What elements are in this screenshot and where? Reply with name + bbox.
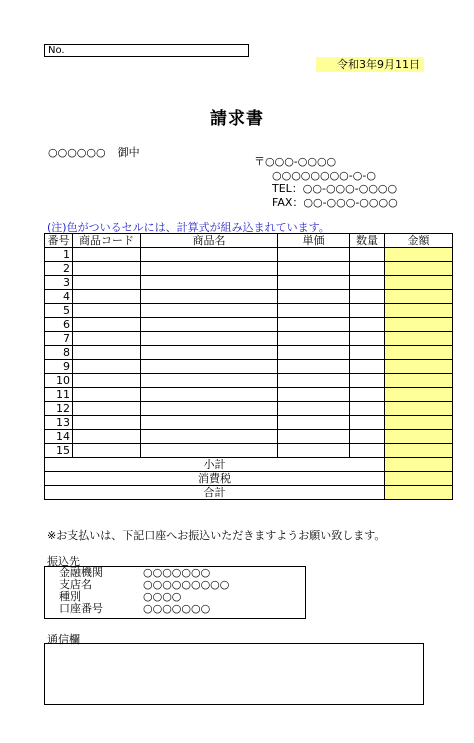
product-name-cell[interactable] xyxy=(141,248,278,262)
bank-institution-value: ○○○○○○○ xyxy=(143,566,211,579)
amount-cell[interactable] xyxy=(385,388,453,402)
product-code-cell[interactable] xyxy=(73,304,141,318)
table-row xyxy=(45,402,453,416)
header-amount: 金額 xyxy=(385,234,453,248)
product-code-cell[interactable] xyxy=(73,262,141,276)
row-number-cell: 2 xyxy=(45,262,73,276)
tax-row xyxy=(45,472,453,486)
total-row xyxy=(45,486,453,500)
table-row xyxy=(45,416,453,430)
unit-price-cell[interactable] xyxy=(278,276,350,290)
product-code-cell[interactable] xyxy=(73,402,141,416)
product-code-cell[interactable] xyxy=(73,416,141,430)
amount-cell[interactable] xyxy=(385,248,453,262)
product-name-cell[interactable] xyxy=(141,444,278,458)
invoice-number-label: No. xyxy=(48,45,65,56)
row-number-cell: 7 xyxy=(45,332,73,346)
item-rows xyxy=(45,248,453,458)
tax-label: 消費税 xyxy=(45,472,385,486)
sender-postal: 〒○○○-○○○○ xyxy=(254,155,337,168)
product-name-cell[interactable] xyxy=(141,416,278,430)
invoice-items-table xyxy=(44,233,453,500)
invoice-number-field[interactable] xyxy=(44,44,249,57)
table-row xyxy=(45,304,453,318)
amount-cell[interactable] xyxy=(385,318,453,332)
subtotal-label: 小計 xyxy=(45,458,385,472)
product-code-cell[interactable] xyxy=(73,360,141,374)
amount-cell[interactable] xyxy=(385,262,453,276)
amount-cell[interactable] xyxy=(385,304,453,318)
amount-cell[interactable] xyxy=(385,346,453,360)
table-row xyxy=(45,276,453,290)
quantity-cell[interactable] xyxy=(350,402,385,416)
table-row xyxy=(45,444,453,458)
unit-price-cell[interactable] xyxy=(278,290,350,304)
table-row xyxy=(45,346,453,360)
unit-price-cell[interactable] xyxy=(278,262,350,276)
product-name-cell[interactable] xyxy=(141,374,278,388)
row-number-cell: 3 xyxy=(45,276,73,290)
product-code-cell[interactable] xyxy=(73,248,141,262)
quantity-cell[interactable] xyxy=(350,360,385,374)
row-number-cell: 14 xyxy=(45,430,73,444)
unit-price-cell[interactable] xyxy=(278,346,350,360)
product-code-cell[interactable] xyxy=(73,388,141,402)
row-number-cell: 11 xyxy=(45,388,73,402)
recipient-suffix: 御中 xyxy=(117,146,140,159)
product-name-cell[interactable] xyxy=(141,360,278,374)
product-code-cell[interactable] xyxy=(73,276,141,290)
product-code-cell[interactable] xyxy=(73,444,141,458)
unit-price-cell[interactable] xyxy=(278,430,350,444)
bank-account-label: 口座番号 xyxy=(59,602,103,615)
quantity-cell[interactable] xyxy=(350,430,385,444)
product-name-cell[interactable] xyxy=(141,290,278,304)
product-name-cell[interactable] xyxy=(141,276,278,290)
total-amount[interactable] xyxy=(385,486,453,500)
row-number-cell: 10 xyxy=(45,374,73,388)
document-title: 請求書 xyxy=(210,109,264,129)
bank-section-label: 振込先 xyxy=(47,555,80,568)
bank-type-label: 種別 xyxy=(59,590,81,603)
bank-account-value: ○○○○○○○ xyxy=(143,602,211,615)
amount-cell[interactable] xyxy=(385,402,453,416)
unit-price-cell[interactable] xyxy=(278,388,350,402)
header-unit-price: 単価 xyxy=(278,234,350,248)
quantity-cell[interactable] xyxy=(350,262,385,276)
header-quantity: 数量 xyxy=(350,234,385,248)
quantity-cell[interactable] xyxy=(350,318,385,332)
message-box[interactable] xyxy=(44,643,424,705)
amount-cell[interactable] xyxy=(385,360,453,374)
unit-price-cell[interactable] xyxy=(278,444,350,458)
table-header-row xyxy=(45,234,453,248)
product-name-cell[interactable] xyxy=(141,430,278,444)
recipient-name: ○○○○○○ xyxy=(48,146,106,159)
quantity-cell[interactable] xyxy=(350,332,385,346)
unit-price-cell[interactable] xyxy=(278,402,350,416)
table-row xyxy=(45,388,453,402)
recipient xyxy=(48,144,140,160)
quantity-cell[interactable] xyxy=(350,388,385,402)
bank-branch-label: 支店名 xyxy=(59,578,92,591)
row-number-cell: 4 xyxy=(45,290,73,304)
tax-amount[interactable] xyxy=(385,472,453,486)
sender-tel: TEL：○○-○○○-○○○○ xyxy=(272,182,398,195)
unit-price-cell[interactable] xyxy=(278,304,350,318)
amount-cell[interactable] xyxy=(385,290,453,304)
quantity-cell[interactable] xyxy=(350,346,385,360)
table-row xyxy=(45,248,453,262)
product-name-cell[interactable] xyxy=(141,388,278,402)
bank-info-box xyxy=(44,566,306,619)
bank-branch-value: ○○○○○○○○○ xyxy=(143,578,230,591)
table-row xyxy=(45,290,453,304)
row-number-cell: 12 xyxy=(45,402,73,416)
row-number-cell: 1 xyxy=(45,248,73,262)
quantity-cell[interactable] xyxy=(350,444,385,458)
row-number-cell: 15 xyxy=(45,444,73,458)
row-number-cell: 8 xyxy=(45,346,73,360)
row-number-cell: 9 xyxy=(45,360,73,374)
bank-row-account xyxy=(59,603,210,615)
unit-price-cell[interactable] xyxy=(278,248,350,262)
amount-cell[interactable] xyxy=(385,374,453,388)
bank-type-value: ○○○○ xyxy=(143,590,182,603)
message-section-label: 通信欄 xyxy=(47,633,80,646)
bank-institution-label: 金融機関 xyxy=(59,566,103,579)
total-label: 合計 xyxy=(45,486,385,500)
row-number-cell: 6 xyxy=(45,318,73,332)
unit-price-cell[interactable] xyxy=(278,360,350,374)
quantity-cell[interactable] xyxy=(350,248,385,262)
formula-note: (注)色がついるセルには、計算式が組み込まれています。 xyxy=(47,221,330,234)
subtotal-row xyxy=(45,458,453,472)
unit-price-cell[interactable] xyxy=(278,416,350,430)
product-code-cell[interactable] xyxy=(73,332,141,346)
sender-address: ○○○○○○○○-○-○ xyxy=(272,169,376,182)
product-code-cell[interactable] xyxy=(73,374,141,388)
product-code-cell[interactable] xyxy=(73,346,141,360)
header-product-code: 商品コード xyxy=(73,234,141,248)
header-number: 番号 xyxy=(45,234,73,248)
unit-price-cell[interactable] xyxy=(278,332,350,346)
table-row xyxy=(45,430,453,444)
table-row xyxy=(45,374,453,388)
quantity-cell[interactable] xyxy=(350,374,385,388)
quantity-cell[interactable] xyxy=(350,416,385,430)
quantity-cell[interactable] xyxy=(350,290,385,304)
quantity-cell[interactable] xyxy=(350,276,385,290)
amount-cell[interactable] xyxy=(385,332,453,346)
header-product-name: 商品名 xyxy=(141,234,278,248)
product-code-cell[interactable] xyxy=(73,290,141,304)
product-name-cell[interactable] xyxy=(141,332,278,346)
payment-note: ※お支払いは、下記口座へお振込いただきますようお願い致します。 xyxy=(47,529,386,542)
amount-cell[interactable] xyxy=(385,444,453,458)
quantity-cell[interactable] xyxy=(350,304,385,318)
amount-cell[interactable] xyxy=(385,430,453,444)
product-name-cell[interactable] xyxy=(141,304,278,318)
row-number-cell: 5 xyxy=(45,304,73,318)
table-row xyxy=(45,318,453,332)
product-name-cell[interactable] xyxy=(141,262,278,276)
table-row xyxy=(45,262,453,276)
product-code-cell[interactable] xyxy=(73,430,141,444)
unit-price-cell[interactable] xyxy=(278,318,350,332)
table-row xyxy=(45,360,453,374)
subtotal-amount[interactable] xyxy=(385,458,453,472)
product-name-cell[interactable] xyxy=(141,402,278,416)
product-name-cell[interactable] xyxy=(141,346,278,360)
row-number-cell: 13 xyxy=(45,416,73,430)
sender-fax: FAX：○○-○○○-○○○○ xyxy=(272,196,398,209)
unit-price-cell[interactable] xyxy=(278,374,350,388)
amount-cell[interactable] xyxy=(385,416,453,430)
issue-date: 令和3年9月11日 xyxy=(316,57,424,72)
table-row xyxy=(45,332,453,346)
amount-cell[interactable] xyxy=(385,276,453,290)
product-code-cell[interactable] xyxy=(73,318,141,332)
product-name-cell[interactable] xyxy=(141,318,278,332)
